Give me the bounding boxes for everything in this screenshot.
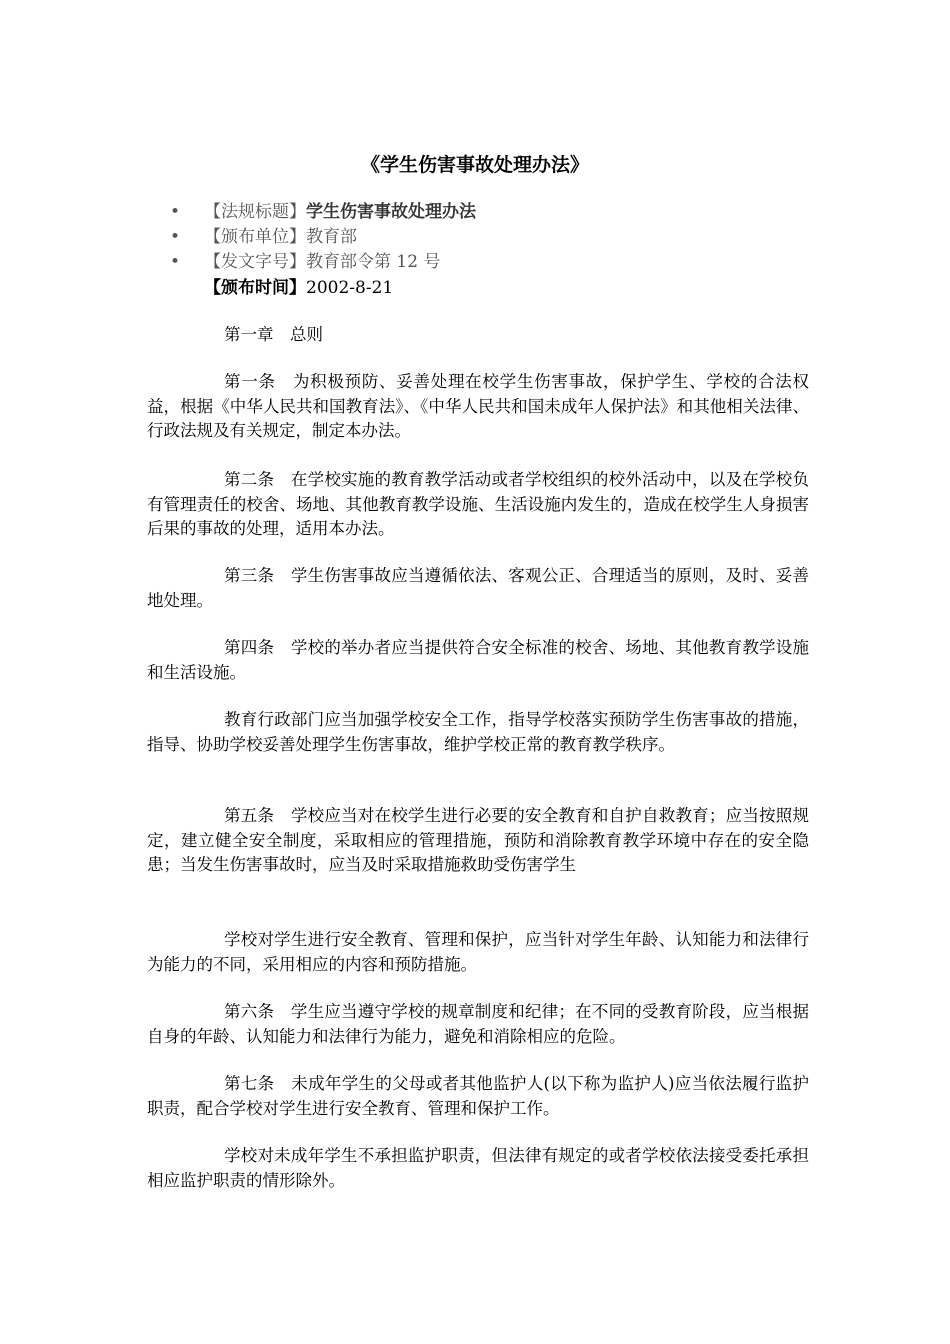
metadata-value: 2002-8-21 (306, 278, 394, 298)
metadata-label: 【发文字号】 (204, 252, 306, 272)
article-paragraph: 第一条 为积极预防、妥善处理在校学生伤害事故，保护学生、学校的合法权益，根据《中华人民共和国教育法》、《中华人民共和国未成年人保护法》和其他相关法律、行政法规及有关规定，制定本办法。 (147, 372, 809, 440)
article-paragraph: 教育行政部门应当加强学校安全工作，指导学校落实预防学生伤害事故的措施，指导、协助学校妥善处理学生伤害事故，维护学校正常的教育教学秩序。 (147, 710, 809, 754)
article-paragraph: 第六条 学生应当遵守学校的规章制度和纪律；在不同的受教育阶段，应当根据自身的年龄、认知能力和法律行为能力，避免和消除相应的危险。 (147, 1002, 809, 1046)
metadata-label: 【颁布单位】 (204, 227, 306, 247)
metadata-value: 教育部 (306, 227, 357, 247)
document-title: 《学生伤害事故处理办法》 (360, 154, 589, 176)
article-paragraph: 第四条 学校的举办者应当提供符合安全标准的校舍、场地、其他教育教学设施和生活设施。 (147, 638, 809, 682)
metadata-item-title (170, 200, 476, 225)
metadata-item-doc-number (170, 250, 476, 275)
metadata-item-issuer (170, 225, 476, 250)
metadata-value: 学生伤害事故处理办法 (306, 202, 476, 222)
metadata-label: 【颁布时间】 (204, 278, 306, 298)
article-paragraph: 第三条 学生伤害事故应当遵循依法、客观公正、合理适当的原则，及时、妥善地处理。 (147, 566, 809, 610)
chapter-heading: 第一章 总则 (224, 325, 323, 344)
metadata-label: 【法规标题】 (204, 202, 306, 222)
article-paragraph: 学校对未成年学生不承担监护职责，但法律有规定的或者学校依法接受委托承担相应监护职责的情形除外。 (147, 1146, 809, 1190)
article-paragraph: 第七条 未成年学生的父母或者其他监护人(以下称为监护人)应当依法履行监护职责，配合学校对学生进行安全教育、管理和保护工作。 (147, 1074, 809, 1118)
bullet-icon: • (170, 202, 181, 222)
metadata-value: 教育部令第 12 号 (306, 252, 441, 272)
article-paragraph: 学校对学生进行安全教育、管理和保护，应当针对学生年龄、认知能力和法律行为能力的不同，采用相应的内容和预防措施。 (147, 930, 809, 974)
metadata-item-date (204, 276, 393, 301)
bullet-icon: • (170, 252, 181, 272)
metadata-list (170, 200, 476, 275)
article-paragraph: 第五条 学校应当对在校学生进行必要的安全教育和自护自救教育；应当按照规定，建立健全安全制度，采取相应的管理措施，预防和消除教育教学环境中存在的安全隐患；当发生伤害事故时，应当及时采取措施救助受伤害学生 (147, 806, 809, 874)
article-paragraph: 第二条 在学校实施的教育教学活动或者学校组织的校外活动中，以及在学校负有管理责任的校舍、场地、其他教育教学设施、生活设施内发生的，造成在校学生人身损害后果的事故的处理，适用本办法。 (147, 470, 809, 538)
bullet-icon: • (170, 227, 181, 247)
